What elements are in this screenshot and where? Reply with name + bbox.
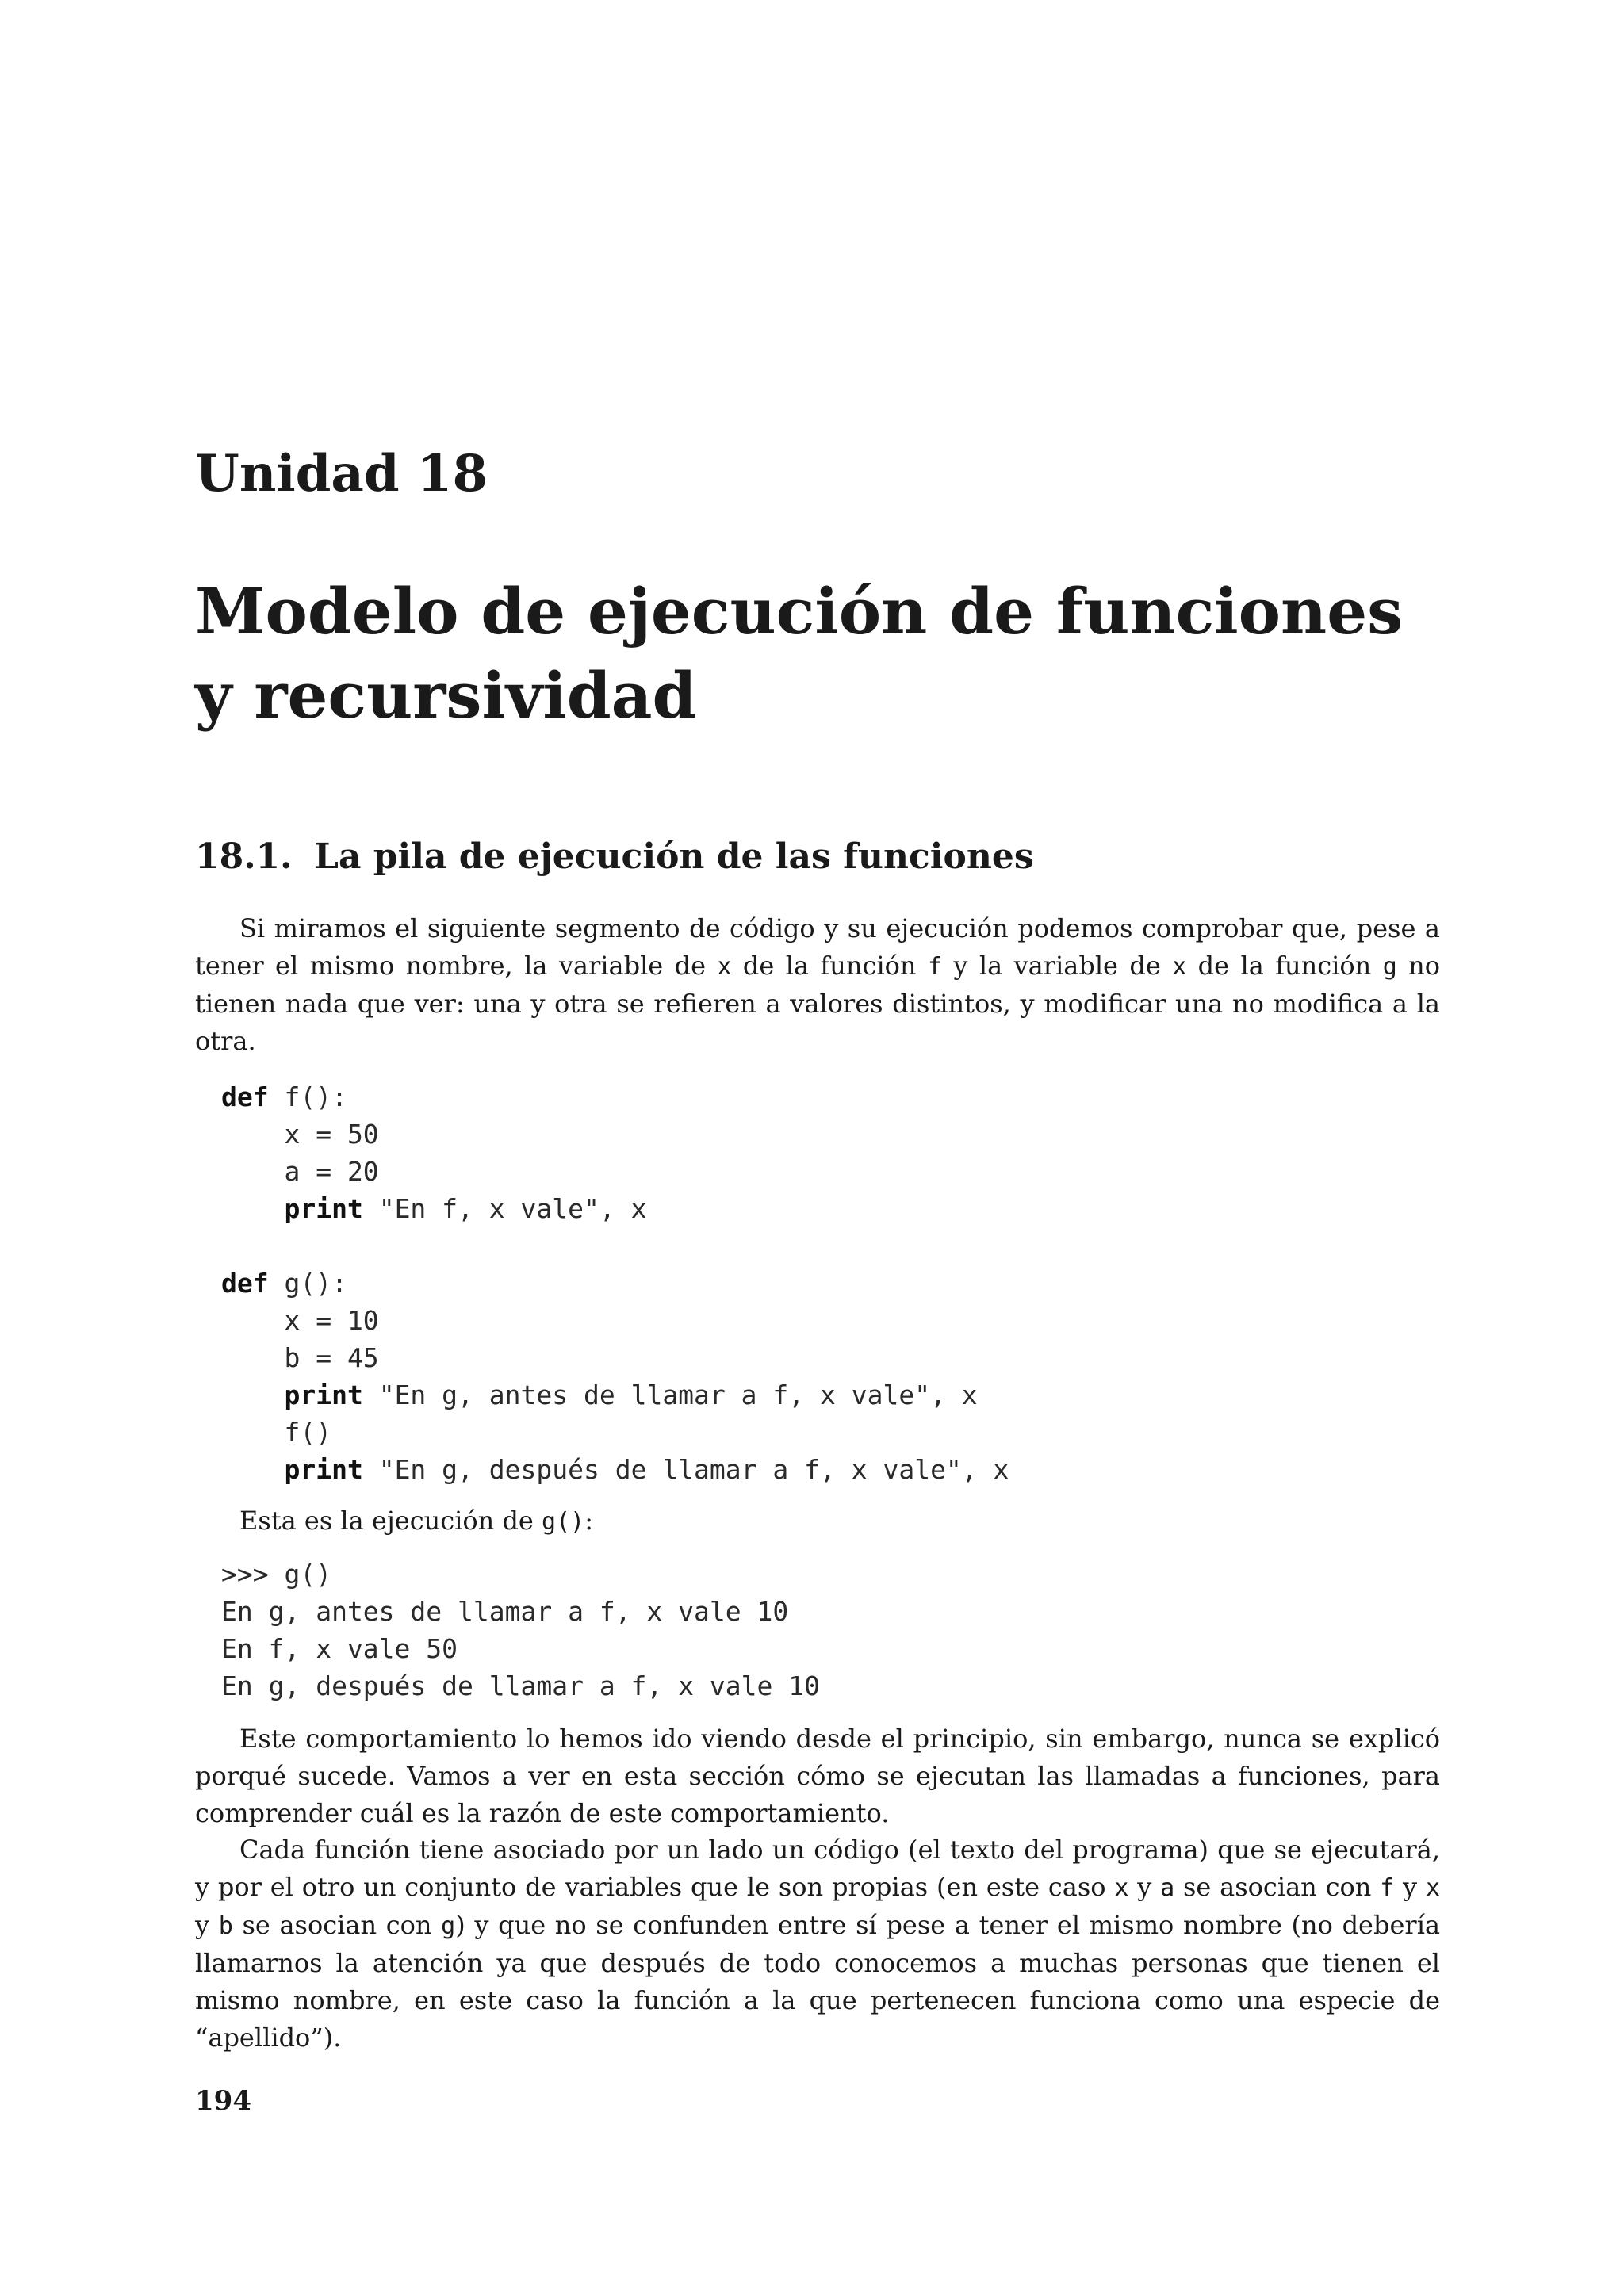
inline-code: x [717,953,732,981]
code-line: a = 20 [221,1156,379,1187]
text-run: y [195,1910,219,1940]
text-run: de la función [731,951,928,981]
text-run: Cada función tiene asociado por un lado un código (el texto del programa) que se ejecutará, y por el otro un conjunto de variables que le son propias (en este caso [195,1835,1440,1902]
code-text: "En g, antes de llamar a f, x vale", x [362,1380,978,1410]
inline-code: g [441,1912,456,1940]
code-keyword: print [284,1454,363,1485]
output-line: En g, antes de llamar a f, x vale 10 [221,1596,789,1627]
code-line: x = 10 [221,1305,379,1336]
page-number: 194 [195,2085,251,2117]
chapter-title: Modelo de ejecución de funciones y recursividad [195,574,1404,733]
code-keyword: def [221,1268,269,1299]
text-run: Esta es la ejecución de [239,1506,542,1536]
unit-label: Unidad 18 [195,444,488,503]
text-run: Si miramos el siguiente segmento de código y su ejecución podemos comprobar que, pese a tener el mismo nombre, la variable de [195,913,1440,981]
execution-output [221,1556,820,1705]
section-title: La pila de ejecución de las funciones [314,836,1034,877]
code-keyword: print [284,1193,363,1224]
output-line: En f, x vale 50 [221,1633,458,1664]
text-run: y [1394,1872,1426,1902]
code-keyword: def [221,1081,269,1112]
intro-paragraph [195,910,1440,1060]
inline-code: f [927,953,942,981]
code-text: "En g, después de llamar a f, x vale", x [362,1454,1009,1485]
inline-code: f [1380,1874,1395,1902]
code-line: f() [221,1417,332,1448]
section-heading [195,836,1034,877]
code-keyword: print [284,1380,363,1410]
output-line: >>> g() [221,1559,332,1590]
text-run: y [1128,1872,1161,1902]
inline-code: a [1160,1874,1175,1902]
code-text: f(): [268,1081,347,1112]
text-run: y la variable de [942,951,1173,981]
output-line: En g, después de llamar a f, x vale 10 [221,1670,820,1701]
text-run: ) y que no se confunden entre sí pese a tener el mismo nombre (no debería llamarnos la atención ya que después de todo conocemos a muchas personas que tienen el mismo nombre, en este caso la función a la que pertenecen funciona como una especie de “apellido”). [195,1910,1441,2053]
code-line: b = 45 [221,1342,379,1373]
inline-code: g() [542,1508,585,1536]
text-run: no tienen nada que ver: una y otra se refieren a valores distintos, y modificar una no modifica a la otra. [195,951,1441,1056]
inline-code: b [218,1912,233,1940]
inline-code: x [1114,1874,1129,1902]
inline-code: x [1172,953,1187,981]
text-run: : [584,1506,593,1536]
text-run: se asocian con [232,1910,442,1940]
explanation-paragraph: Este comportamiento lo hemos ido viendo desde el principio, sin embargo, nunca se explicó porqué sucede. Vamos a ver en esta sección cómo se ejecutan las llamadas a funciones, para comprender cuál es la razón de este comportamiento. [195,1724,1440,1828]
section-number: 18.1. [195,836,293,877]
code-listing [221,1078,1009,1488]
execution-intro [195,1502,1440,1540]
inline-code: x [1425,1874,1441,1902]
text-run: se asocian con [1174,1872,1381,1902]
function-variables-paragraph [195,1831,1440,2057]
code-text: "En f, x vale", x [362,1193,647,1224]
code-text: g(): [268,1268,347,1299]
text-run: de la función [1186,951,1383,981]
code-line: x = 50 [221,1119,379,1150]
inline-code: g [1382,953,1397,981]
